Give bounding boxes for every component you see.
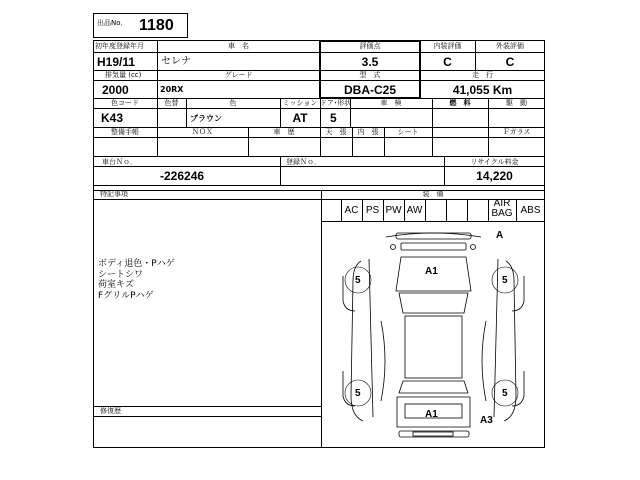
lot-number: 1180 [139, 17, 174, 34]
score-label: 評価点 [359, 42, 381, 50]
mark-wheel-rear-right: 5 [502, 388, 508, 399]
color-code-label: 色コード [111, 99, 139, 107]
color: ブラウン [190, 114, 222, 123]
nox-label: ＮＯＸ [192, 128, 213, 136]
remarks-label: 特記事項 [100, 190, 128, 198]
mark-rear: A1 [425, 409, 438, 420]
displacement: 2000 [102, 83, 129, 97]
model-code-label: 型 式 [359, 71, 381, 79]
equipment-item: AW [406, 205, 423, 216]
recycle-fee: 14,220 [476, 169, 513, 183]
front-glass-label: Ｆガラス [502, 128, 531, 136]
color-change-label: 色替 [164, 99, 179, 107]
mark-rear-right: A3 [480, 415, 493, 426]
maintenance-record-label: 整備手帳 [111, 128, 139, 136]
equipment-label: 装 備 [422, 190, 444, 198]
mark-wheel-front-left: 5 [355, 275, 361, 286]
displacement-label: 排気量 (cc) [105, 71, 142, 79]
mark-wheel-rear-left: 5 [355, 388, 361, 399]
car-name: セレナ [161, 56, 191, 67]
mileage: 41,055 Km [452, 83, 513, 97]
exterior-score: C [505, 55, 515, 69]
mileage-label: 走 行 [472, 71, 493, 79]
mark-front-right: A [496, 230, 504, 241]
remark-line: 荷室キズ [98, 280, 134, 290]
interior-trim-label: 内 張 [357, 128, 379, 136]
exterior-score-label: 外装評価 [496, 42, 524, 50]
chassis-number: -226246 [160, 169, 205, 183]
registration-number-label: 登録Ｎｏ． [286, 158, 321, 166]
first-registration-label: 初年度登録年月 [95, 42, 144, 50]
equipment-item: PS [365, 205, 380, 216]
door-label: ドア･形状 [320, 99, 352, 107]
inspection-label: 車 検 [380, 99, 402, 107]
remark-line: ボディ退色・Pハゲ [98, 259, 175, 269]
model-code: DBA-C25 [343, 83, 396, 97]
seat-label: シート [397, 128, 419, 136]
lot-number-box [93, 13, 188, 38]
chassis-number-label: 車台Ｎｏ． [102, 158, 137, 166]
color-code: K43 [101, 111, 124, 125]
mark-wheel-front-right: 5 [502, 275, 508, 286]
remark-line: FグリルPハゲ [98, 290, 154, 301]
grade: 20RX [160, 85, 184, 94]
interior-score-label: 内装評価 [433, 42, 462, 50]
interior-score: C [443, 55, 452, 69]
color-label: 色 [229, 99, 237, 107]
equipment-airbag: AIR BAG [491, 198, 513, 219]
door: 5 [330, 111, 337, 125]
repair-history-label: 修復歴 [100, 407, 121, 415]
equipment-item: AC [344, 205, 359, 216]
car-history-label: 車 歴 [273, 128, 295, 136]
equipment-item: ABS [520, 205, 541, 216]
first-registration: H19/11 [97, 55, 136, 69]
grade-label: グレード [224, 71, 253, 79]
car-name-label: 車 名 [228, 42, 249, 50]
remark-line: シートシワ [98, 269, 144, 280]
fuel-label: 燃 料 [449, 99, 471, 107]
headliner-label: 天 張 [325, 128, 347, 136]
transmission: AT [292, 111, 308, 125]
lot-number-label: 出品No． [97, 19, 128, 27]
mark-hood: A1 [425, 266, 438, 277]
recycle-fee-label: リサイクル料金 [470, 158, 519, 166]
transmission-label: ミッション [282, 99, 318, 107]
equipment-item: PW [385, 205, 402, 216]
drive-label: 駆 動 [506, 99, 527, 107]
score: 3.5 [361, 55, 379, 69]
